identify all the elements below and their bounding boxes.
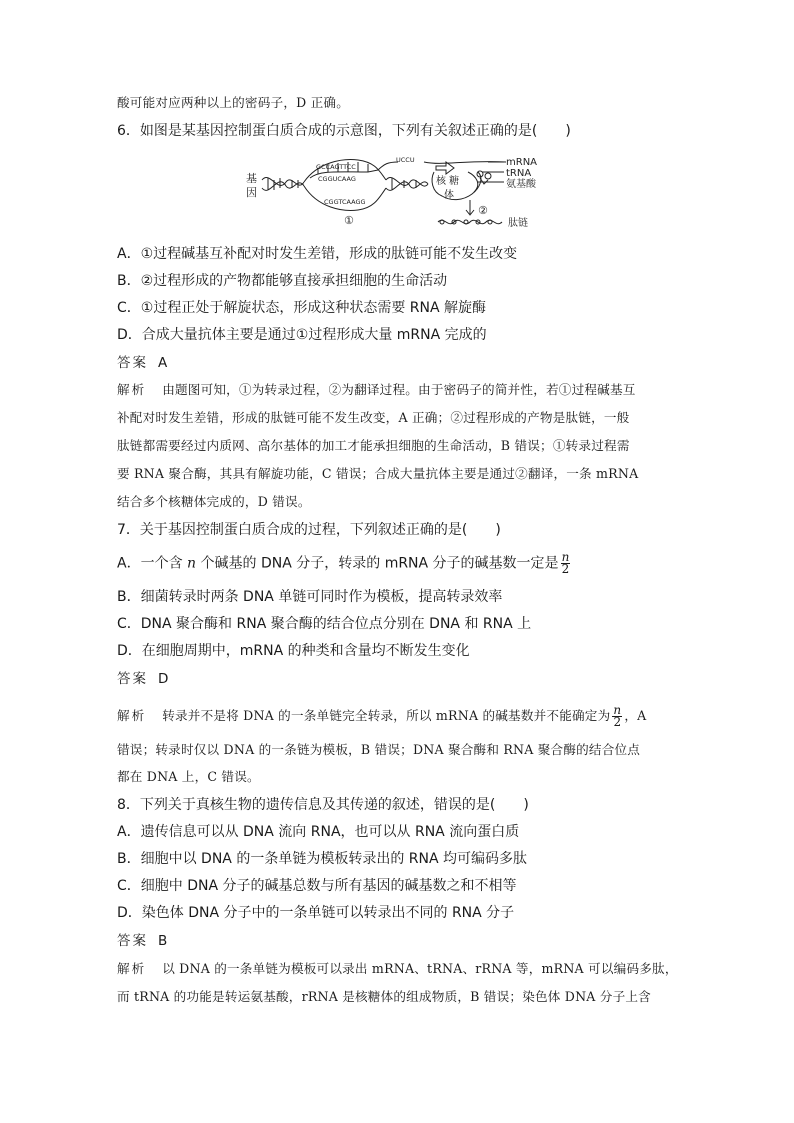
answer-label: 答案 <box>117 671 148 687</box>
explanation-8-line <box>117 959 678 979</box>
explanation-7-line: 都在 DNA 上，C 错误。 <box>117 769 260 784</box>
option-6a: A．①过程碱基互补配对时发生差错，形成的肽链可能不发生改变 <box>117 246 518 262</box>
fraction-denominator: 2 <box>613 715 622 729</box>
explanation-8-line: 而 tRNA 的功能是转运氨基酸，rRNA 是核糖体的组成物质，B 错误；染色体 DNA 分子上含 <box>117 989 651 1004</box>
option-7b: B．细菌转录时两条 DNA 单链可同时作为模板，提高转录效率 <box>117 589 503 605</box>
answer-value: D <box>158 671 169 687</box>
mrna-tail <box>378 162 398 170</box>
explanation-6-line: 要 RNA 聚合酶，其具有解旋功能，C 错误；合成大量抗体主要是通过②翻译，一条 mRNA <box>117 466 639 481</box>
answer-value: A <box>158 355 168 371</box>
variable-n: n <box>187 555 197 572</box>
answer-value: B <box>158 933 168 949</box>
option-6c: C．①过程正处于解旋状态，形成这种状态需要 RNA 解旋酶 <box>117 300 487 316</box>
explanation-6-line: 结合多个核糖体完成的，D 错误。 <box>117 494 311 509</box>
text-line: 酸可能对应两种以上的密码子，D 正确。 <box>117 95 349 110</box>
answer-6 <box>117 353 167 373</box>
explanation-label: 解析 <box>117 382 147 397</box>
peptide-label: 肽链 <box>508 218 528 229</box>
option-7c: C．DNA 聚合酶和 RNA 聚合酶的结合位点分别在 DNA 和 RNA 上 <box>117 616 532 632</box>
down-arrow-icon <box>466 200 474 215</box>
option-7a <box>117 552 572 575</box>
explanation-label: 解析 <box>117 961 147 976</box>
dna-sequence-bottom: CGGTCAAGG <box>324 198 366 206</box>
explanation-text: ，A <box>624 708 647 723</box>
amino-acid-label: 氨基酸 <box>506 179 536 190</box>
dna-helix-left <box>262 177 304 190</box>
explanation-6-line: 肽链都需要经过内质网、高尔基体的加工才能承担细胞的生命活动，B 错误；①转录过程需 <box>117 438 630 453</box>
mrna-sequence: CGGUCAAG <box>318 175 356 183</box>
option-8c: C．细胞中 DNA 分子的碱基总数与所有基因的碱基数之和不相等 <box>117 878 517 894</box>
question-7-stem: 7．关于基因控制蛋白质合成的过程，下列叙述正确的是( ) <box>117 522 501 538</box>
option-8b: B．细胞中以 DNA 的一条单链为模板转录出的 RNA 均可编码多肽 <box>117 851 528 867</box>
process-2-label: ② <box>478 204 488 217</box>
explanation-label: 解析 <box>117 708 147 723</box>
dna-helix-right <box>386 177 428 190</box>
question-8-stem: 8．下列关于真核生物的遗传信息及其传递的叙述，错误的是( ) <box>117 797 529 813</box>
fraction-numerator: n <box>613 703 622 717</box>
gene-expression-diagram <box>238 152 548 232</box>
process-1-label: ① <box>344 214 354 227</box>
option-8a: A．遗传信息可以从 DNA 流向 RNA，也可以从 RNA 流向蛋白质 <box>117 824 520 840</box>
mrna-label: mRNA <box>506 157 538 168</box>
fraction-n-over-2 <box>612 705 622 728</box>
peptide-chain <box>438 220 502 224</box>
explanation-6-line: 补配对时发生差错，形成的肽链可能不发生改变，A 正确；②过程形成的产物是肽链，一般 <box>117 410 630 425</box>
answer-label: 答案 <box>117 933 148 949</box>
answer-7 <box>117 669 168 689</box>
option-7d: D．在细胞周期中，mRNA 的种类和含量均不断发生变化 <box>117 643 470 659</box>
gene-label: 基 <box>246 172 257 185</box>
option-8d: D．染色体 DNA 分子中的一条单链可以转录出不同的 RNA 分子 <box>117 905 515 921</box>
answer-8 <box>117 931 167 951</box>
explanation-text: 转录并不是将 DNA 的一条单链完全转录，所以 mRNA 的碱基数并不能确定为 <box>162 708 611 723</box>
explanation-6-line <box>117 380 636 400</box>
option-6d: D．合成大量抗体主要是通过①过程形成大量 mRNA 完成的 <box>117 327 487 343</box>
option-text: 个碱基的 DNA 分子，转录的 mRNA 分子的碱基数一定是 <box>196 555 559 572</box>
option-6b: B．②过程形成的产物都能够直接承担细胞的生命活动 <box>117 273 448 289</box>
explanation-text: 以 DNA 的一条单链为模板可以录出 mRNA、tRNA、rRNA 等，mRNA 可以编码多肽， <box>162 961 678 976</box>
fraction-denominator: 2 <box>561 562 570 576</box>
answer-label: 答案 <box>117 355 148 371</box>
ribosome-label: 体 <box>444 190 454 201</box>
dna-sequence-top: GCCAGTTCC <box>316 163 356 171</box>
explanation-7-line: 错误；转录时仅以 DNA 的一条链为模板，B 错误；DNA 聚合酶和 RNA 聚合酶的结合位点 <box>117 742 641 757</box>
ribosome-label: 核 糖 <box>436 176 460 187</box>
fraction-numerator: n <box>561 550 570 564</box>
question-6-stem: 6．如图是某基因控制蛋白质合成的示意图，下列有关叙述正确的是( ) <box>117 123 571 139</box>
mrna-end-sequence: UCCU <box>396 156 415 164</box>
trna-label: tRNA <box>506 168 532 179</box>
explanation-text: 由题图可知，①为转录过程，②为翻译过程。由于密码子的简并性，若①过程碱基互 <box>162 382 636 397</box>
explanation-7-line <box>117 705 646 728</box>
arrow-icon <box>436 162 454 174</box>
gene-label: 因 <box>246 186 257 199</box>
fraction-n-over-2 <box>561 552 571 575</box>
option-text: A．一个含 <box>117 555 188 572</box>
